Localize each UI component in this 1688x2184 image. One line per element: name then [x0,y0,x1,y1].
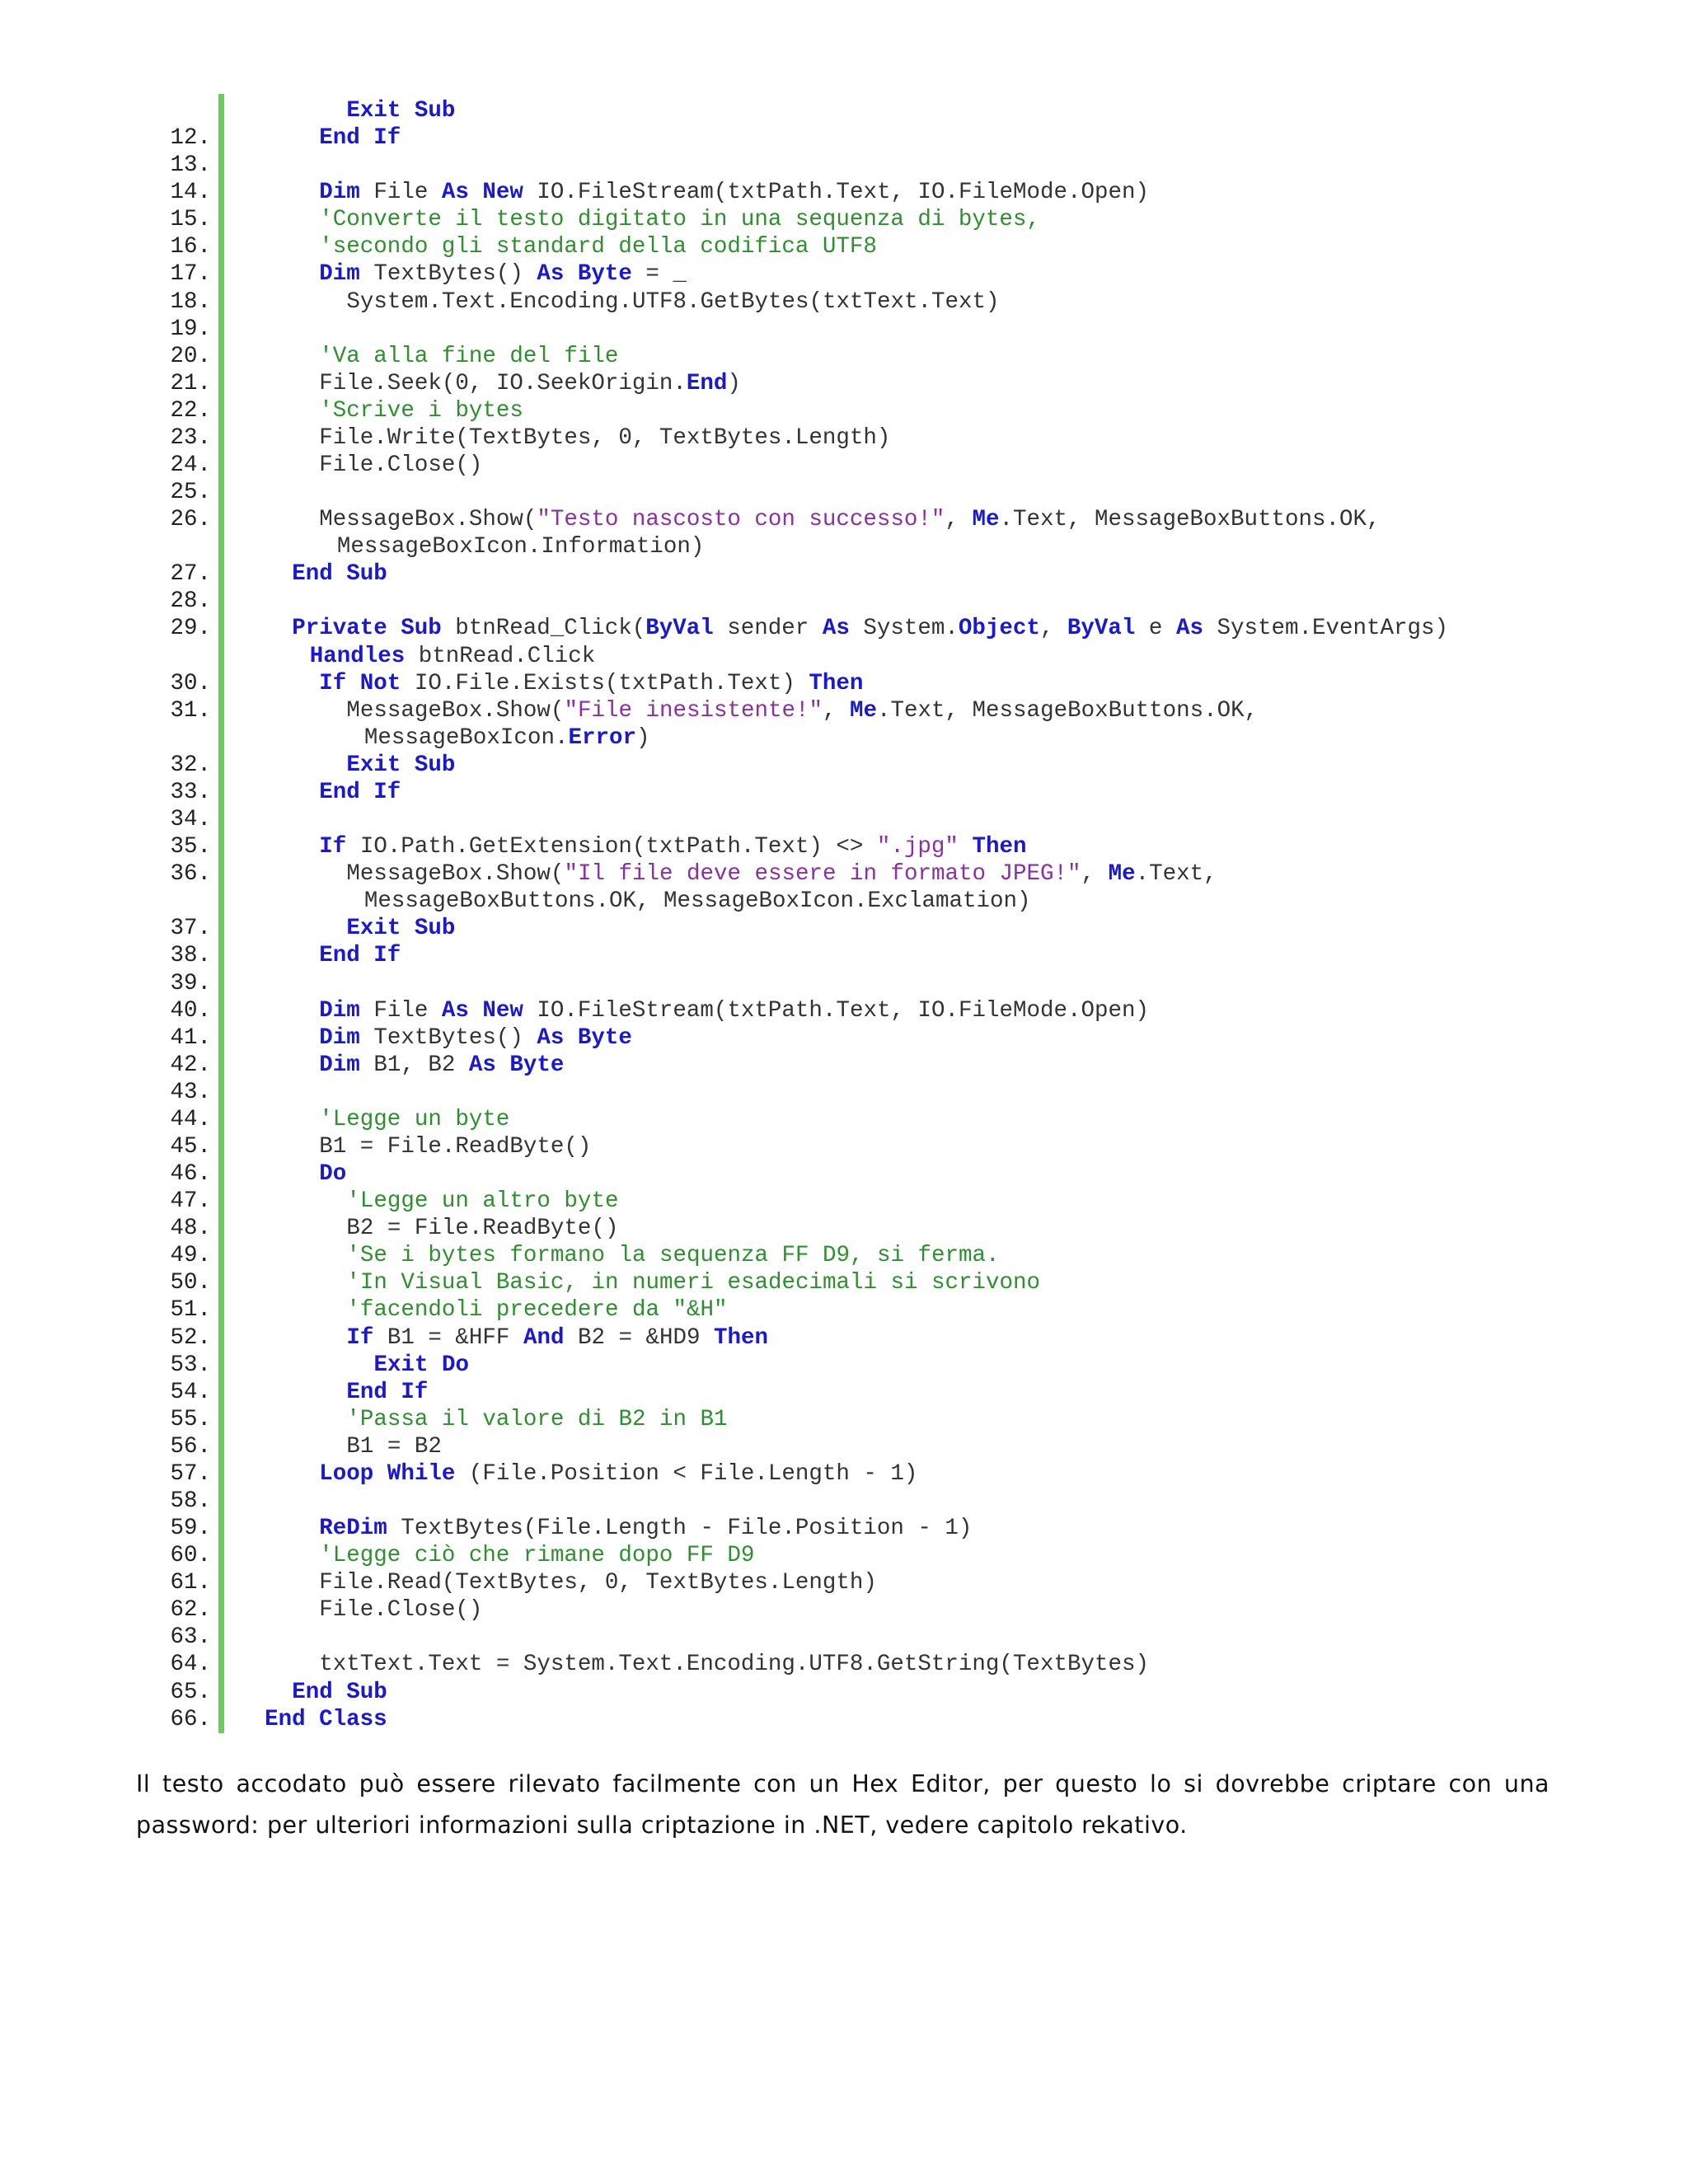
code-keyword: End If [319,943,401,969]
code-text [292,560,387,588]
line-number: 26. [170,507,211,533]
code-listing [132,97,1665,1733]
line-number: 63. [170,1624,211,1651]
line-number: 20. [170,343,211,369]
body-paragraph: Il testo accodato può essere rilevato facilmente con un Hex Editor, per questo lo si dovrebbe criptare con una password: per ulteriori informazioni sulla criptazione in .NET, vedere capitolo rekativo. [136,1770,1550,1839]
line-number: 42. [170,1052,211,1078]
code-line [132,1215,1665,1242]
line-number: 37. [170,916,211,942]
code-plain: IO.Path.GetExtension(txtPath.Text) <> [346,834,877,860]
code-keyword: As Byte [468,1052,565,1078]
code-plain: IO.FileStream(txtPath.Text, IO.FileMode.Open) [523,997,1149,1024]
code-line [132,479,1665,506]
line-number: 34. [170,807,211,833]
code-keyword: Me [850,697,878,724]
code-text [292,1679,387,1706]
code-comment: 'Scrive i bytes [319,397,523,424]
code-plain: ) [635,724,650,751]
code-text [319,1651,1149,1678]
line-number: 38. [170,943,211,969]
code-plain: .Text, MessageBoxButtons.OK, [877,697,1259,724]
line-number: 13. [170,152,211,179]
line-number: 24. [170,452,211,479]
code-plain: MessageBox.Show( [346,861,565,888]
code-plain: , [1039,616,1067,642]
code-plain: IO.File.Exists(txtPath.Text) [401,670,809,696]
code-line [132,915,1665,942]
line-number: 60. [170,1543,211,1569]
code-text [319,124,401,152]
line-number: 39. [170,970,211,996]
line-number: 65. [170,1679,211,1705]
code-plain: B1 = File.ReadByte() [319,1133,592,1160]
code-plain [959,834,973,860]
code-keyword: Do [319,1161,347,1188]
code-text [319,1460,917,1488]
code-keyword: Handles [309,643,406,669]
code-plain: System.Text.Encoding.UTF8.GetBytes(txtText.Text) [346,288,1000,315]
code-keyword: Me [1108,861,1136,888]
code-line [132,533,1665,560]
code-text [319,452,482,479]
code-plain: System.EventArgs) [1203,616,1449,642]
code-keyword: Dim [319,261,360,288]
code-line [132,260,1665,288]
code-text [364,724,650,752]
code-line [132,1324,1665,1352]
code-text [346,1379,428,1406]
line-number: 53. [170,1352,211,1378]
code-keyword: ReDim [319,1516,387,1542]
code-text [346,288,999,316]
code-text [346,1406,727,1433]
code-line [132,1488,1665,1515]
code-line [132,397,1665,424]
code-line [132,316,1665,343]
code-plain: File [359,180,442,206]
code-text [319,1106,509,1133]
code-plain: System. [849,616,959,642]
code-keyword: Exit Sub [346,98,456,124]
code-keyword: Object [958,616,1040,642]
code-line [132,233,1665,260]
line-number: 18. [170,288,211,315]
code-line [132,1679,1665,1706]
line-number: 31. [170,697,211,724]
code-plain: File.Close() [319,1597,483,1624]
code-line [132,506,1665,533]
code-text [346,860,1217,888]
code-keyword: Private Sub [292,616,442,642]
line-number: 40. [170,997,211,1024]
code-line [132,1460,1665,1488]
line-number: 64. [170,1652,211,1678]
code-text [319,1542,754,1569]
code-line [132,1106,1665,1133]
line-number: 35. [170,834,211,860]
code-line [132,1706,1665,1733]
code-line [132,288,1665,316]
code-text [319,233,877,260]
line-number: 44. [170,1106,211,1132]
code-plain: sender [713,616,823,642]
line-number: 61. [170,1570,211,1596]
code-comment: 'Legge un byte [319,1106,510,1132]
code-plain: File.Read(TextBytes, 0, TextBytes.Length) [319,1570,877,1596]
code-line [132,860,1665,888]
code-comment: 'facendoli precedere da "&H" [346,1297,728,1324]
code-line [132,697,1665,724]
code-keyword: If [346,1324,374,1351]
code-text [319,424,890,452]
code-text [346,97,455,124]
line-number: 32. [170,752,211,778]
code-keyword: End Sub [292,1679,387,1705]
code-keyword: End If [319,125,401,152]
line-number: 55. [170,1406,211,1432]
code-plain: IO.FileStream(txtPath.Text, IO.FileMode.Open) [523,180,1149,206]
line-number: 54. [170,1379,211,1405]
code-text [319,1596,482,1624]
line-number: 23. [170,424,211,451]
code-line [132,1188,1665,1215]
line-number: 66. [170,1706,211,1732]
code-line [132,670,1665,697]
code-line [132,424,1665,452]
code-line [132,615,1665,642]
code-plain: ) [727,370,741,396]
code-text [319,1133,591,1160]
code-keyword: And [523,1324,565,1351]
line-number: 21. [170,370,211,396]
line-number: 52. [170,1324,211,1351]
code-line [132,970,1665,997]
code-plain: MessageBox.Show( [346,697,565,724]
code-text [346,1433,442,1460]
code-lines [132,97,1665,1733]
code-keyword: Me [972,507,1000,533]
code-line [132,1352,1665,1379]
code-keyword: As New [441,180,523,206]
code-keyword: Dim [319,180,360,206]
code-comment: 'Converte il testo digitato in una sequenza di bytes, [319,207,1040,233]
code-plain: MessageBoxIcon. [363,724,569,751]
code-keyword: End [686,370,728,396]
code-text [319,1515,972,1542]
code-line [132,752,1665,779]
code-plain: .Text, MessageBoxButtons.OK, [999,507,1381,533]
code-text [319,206,1040,233]
code-line [132,724,1665,752]
code-text [346,915,455,942]
code-line [132,1160,1665,1188]
code-plain: txtText.Text = System.Text.Encoding.UTF8.GetString(TextBytes) [319,1652,1149,1678]
code-plain: File [359,997,442,1024]
code-text [319,1052,564,1079]
code-line [132,1079,1665,1106]
code-plain: , [823,697,851,724]
code-line [132,370,1665,397]
code-text [319,670,863,697]
code-keyword: Dim [319,1052,360,1078]
line-number: 16. [170,234,211,260]
line-number: 57. [170,1460,211,1487]
code-text [310,643,596,670]
code-plain: B1, B2 [359,1052,469,1078]
code-plain: .Text, [1135,861,1217,888]
line-number: 59. [170,1516,211,1542]
code-comment: 'Se i bytes formano la sequenza FF D9, si ferma. [346,1243,1000,1269]
code-text [319,1160,346,1188]
code-plain: (File.Position < File.Length - 1) [455,1460,918,1487]
code-keyword: As Byte [537,261,632,288]
line-number: 19. [170,316,211,342]
code-keyword: Exit Sub [346,752,456,778]
code-text [319,397,523,424]
code-keyword: As [822,616,850,642]
code-comment: 'Legge ciò che rimane dopo FF D9 [319,1543,755,1569]
line-number: 27. [170,561,211,588]
code-keyword: As [1175,616,1203,642]
code-plain: B2 = File.ReadByte() [346,1216,619,1242]
code-line [132,1596,1665,1624]
line-number: 48. [170,1216,211,1242]
code-line [132,643,1665,670]
code-line [132,1569,1665,1596]
code-keyword: Dim [319,997,360,1024]
code-text [319,260,687,288]
code-line [132,124,1665,152]
code-line [132,1269,1665,1296]
code-keyword: End If [319,779,401,805]
code-line [132,997,1665,1024]
code-keyword: End Class [265,1706,387,1732]
code-line [132,888,1665,915]
code-keyword: Error [568,724,636,751]
code-line [132,1296,1665,1324]
code-text [346,752,455,779]
code-keyword: Then [713,1324,768,1351]
code-line [132,97,1665,124]
code-plain: , [945,507,973,533]
code-line [132,942,1665,969]
line-number: 62. [170,1597,211,1624]
code-comment: 'Va alla fine del file [319,343,619,369]
line-number: 17. [170,261,211,288]
code-line [132,1133,1665,1160]
code-text [319,1024,632,1052]
code-plain: MessageBoxButtons.OK, MessageBoxIcon.Exclamation) [363,888,1031,915]
code-keyword: ByVal [645,616,714,642]
line-number: 25. [170,480,211,506]
line-number: 14. [170,180,211,206]
code-line [132,1542,1665,1569]
code-line [132,343,1665,370]
code-line [132,833,1665,860]
line-number: 46. [170,1161,211,1188]
code-text [319,942,401,969]
line-number: 47. [170,1188,211,1215]
code-line [132,1515,1665,1542]
code-text [346,1188,618,1215]
code-line [132,206,1665,233]
code-text [346,1215,618,1242]
code-plain: B1 = &HFF [373,1324,523,1351]
code-text [319,779,401,806]
line-number: 49. [170,1243,211,1269]
code-text [292,615,1448,642]
code-text [337,533,705,560]
line-number: 33. [170,779,211,805]
code-plain: MessageBoxIcon.Information) [336,534,705,560]
line-number: 56. [170,1433,211,1460]
code-line [132,1052,1665,1079]
code-line [132,1651,1665,1678]
code-keyword: Exit Do [373,1352,470,1378]
code-line [132,779,1665,806]
code-line [132,806,1665,833]
code-keyword: Then [972,834,1027,860]
code-plain: MessageBox.Show( [319,507,537,533]
line-number: 30. [170,670,211,696]
line-number: 12. [170,125,211,152]
code-keyword: If [319,834,347,860]
line-number: 22. [170,397,211,424]
code-text [319,343,618,370]
code-text [346,1269,1040,1296]
code-keyword: As Byte [537,1024,632,1051]
code-plain: e [1135,616,1176,642]
line-number: 50. [170,1270,211,1296]
code-plain: TextBytes() [359,1024,537,1051]
code-comment: 'Legge un altro byte [346,1188,619,1215]
code-string: "Il file deve essere in formato JPEG!" [564,861,1081,888]
code-plain: File.Seek(0, IO.SeekOrigin. [319,370,687,396]
code-plain: btnRead_Click( [441,616,646,642]
code-keyword: End Sub [292,561,387,588]
code-text [374,1352,470,1379]
code-text [346,1324,768,1352]
code-text [346,1242,999,1269]
code-string: "File inesistente!" [564,697,823,724]
code-plain: B2 = &HD9 [564,1324,714,1351]
code-line [132,1024,1665,1052]
code-plain: btnRead.Click [405,643,596,669]
code-plain: = _ [631,261,687,288]
code-plain: B1 = B2 [346,1433,442,1460]
code-string: ".jpg" [876,834,959,860]
code-keyword: Then [809,670,864,696]
code-keyword: End If [346,1379,429,1405]
code-text [265,1706,387,1733]
code-keyword: ByVal [1067,616,1136,642]
code-line [132,1379,1665,1406]
code-line [132,452,1665,479]
code-plain: TextBytes(File.Length - File.Position - 1) [387,1516,973,1542]
code-line [132,560,1665,588]
line-number: 51. [170,1297,211,1324]
line-number: 58. [170,1488,211,1514]
code-keyword: Loop While [319,1460,456,1487]
line-number: 28. [170,588,211,615]
code-string: "Testo nascosto con successo!" [537,507,945,533]
code-text [346,1296,727,1324]
code-plain: File.Write(TextBytes, 0, TextBytes.Length) [319,424,891,451]
code-text [319,179,1149,206]
line-number: 36. [170,861,211,888]
line-number: 43. [170,1079,211,1105]
line-number: 15. [170,207,211,233]
code-comment: 'Passa il valore di B2 in B1 [346,1406,728,1432]
code-plain: TextBytes() [359,261,537,288]
code-line [132,179,1665,206]
code-keyword: As New [441,997,523,1024]
code-text [319,833,1026,860]
code-line [132,1406,1665,1433]
code-keyword: Exit Sub [346,916,456,942]
code-keyword: Dim [319,1024,360,1051]
code-text [346,697,1258,724]
line-number: 41. [170,1024,211,1051]
line-number: 29. [170,616,211,642]
code-plain: File.Close() [319,452,483,479]
code-comment: 'secondo gli standard della codifica UTF8 [319,234,877,260]
code-text [319,370,741,397]
code-text [319,1569,877,1596]
code-text [364,888,1031,915]
line-number: 45. [170,1133,211,1160]
code-line [132,1433,1665,1460]
code-line [132,1624,1665,1651]
code-line [132,588,1665,615]
code-line [132,1242,1665,1269]
code-text [319,506,1380,533]
code-text [319,997,1149,1024]
code-line [132,152,1665,179]
code-plain: , [1081,861,1109,888]
code-keyword: If Not [319,670,401,696]
code-comment: 'In Visual Basic, in numeri esadecimali si scrivono [346,1270,1041,1296]
